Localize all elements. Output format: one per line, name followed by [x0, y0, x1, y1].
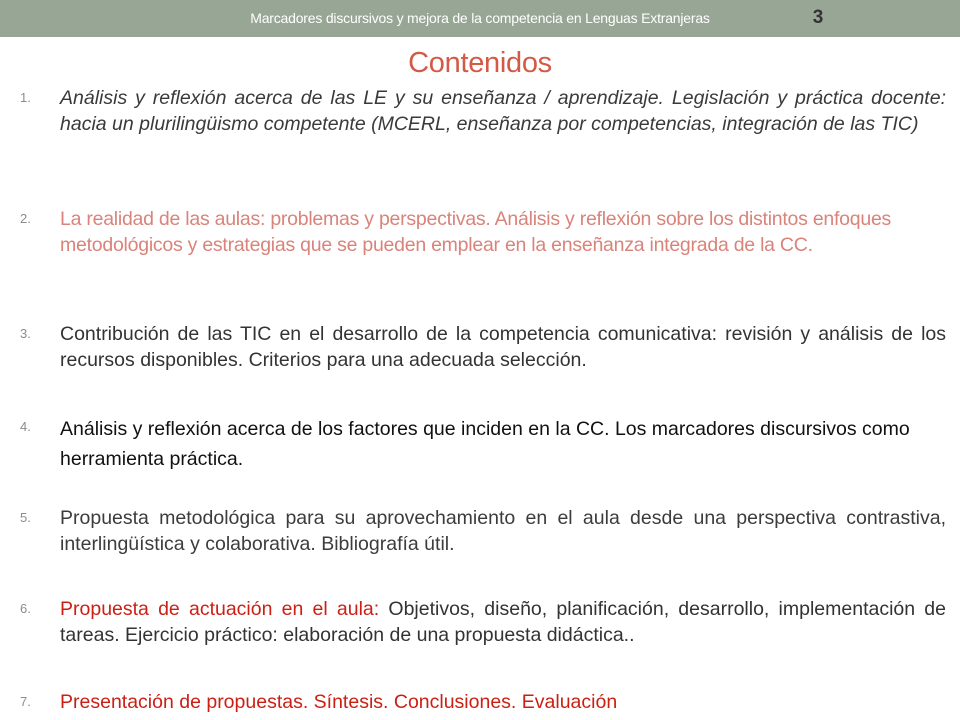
header-bar [0, 0, 960, 37]
list-item-text: Análisis y reflexión acerca de los factores que inciden en la CC. Los marcadores discursivos como herramienta práctica. [60, 418, 910, 470]
list-item-text: Presentación de propuestas. Síntesis. Conclusiones. Evaluación [60, 691, 618, 713]
list-item-text: Contribución de las TIC en el desarrollo de la competencia comunicativa: revisión y análisis de los recursos disponibles. Criterios para una adecuada selección. [60, 323, 946, 371]
slide-title: Contenidos [408, 47, 552, 79]
page-number: 3 [812, 7, 824, 28]
list-item-text: La realidad de las aulas: problemas y perspectivas. Análisis y reflexión sobre los distintos enfoques metodológicos y estrategias que se pueden emplear en la enseñanza integrada de la CC. [60, 208, 892, 256]
list-item-number: 3. [20, 326, 31, 341]
header-title: Marcadores discursivos y mejora de la competencia en Lenguas Extranjeras [250, 10, 710, 26]
list-item-text-highlight: Propuesta de actuación en el aula: [60, 598, 380, 620]
list-item-number: 4. [20, 419, 31, 434]
list-item-text-rest: Objetivos, diseño, planificación, desarrollo, implementación de tareas. Ejercicio práctico: elaboración de una propuesta didáctica.. [60, 598, 946, 646]
list-item-text [60, 596, 946, 648]
list-item-number: 7. [20, 694, 31, 709]
list-item-number: 2. [20, 211, 31, 226]
list-item-number: 6. [20, 601, 31, 616]
list-item-number: 1. [20, 90, 31, 105]
list-item-text: Análisis y reflexión acerca de las LE y su enseñanza / aprendizaje. Legislación y práctica docente: hacia un plurilingüismo competente (MCERL, enseñanza por competencias, integración de las TIC) [60, 87, 946, 135]
list-item-text: Propuesta metodológica para su aprovechamiento en el aula desde una perspectiva contrastiva, interlingüística y colaborativa. Bibliografía útil. [60, 507, 946, 555]
list-item-number: 5. [20, 510, 31, 525]
